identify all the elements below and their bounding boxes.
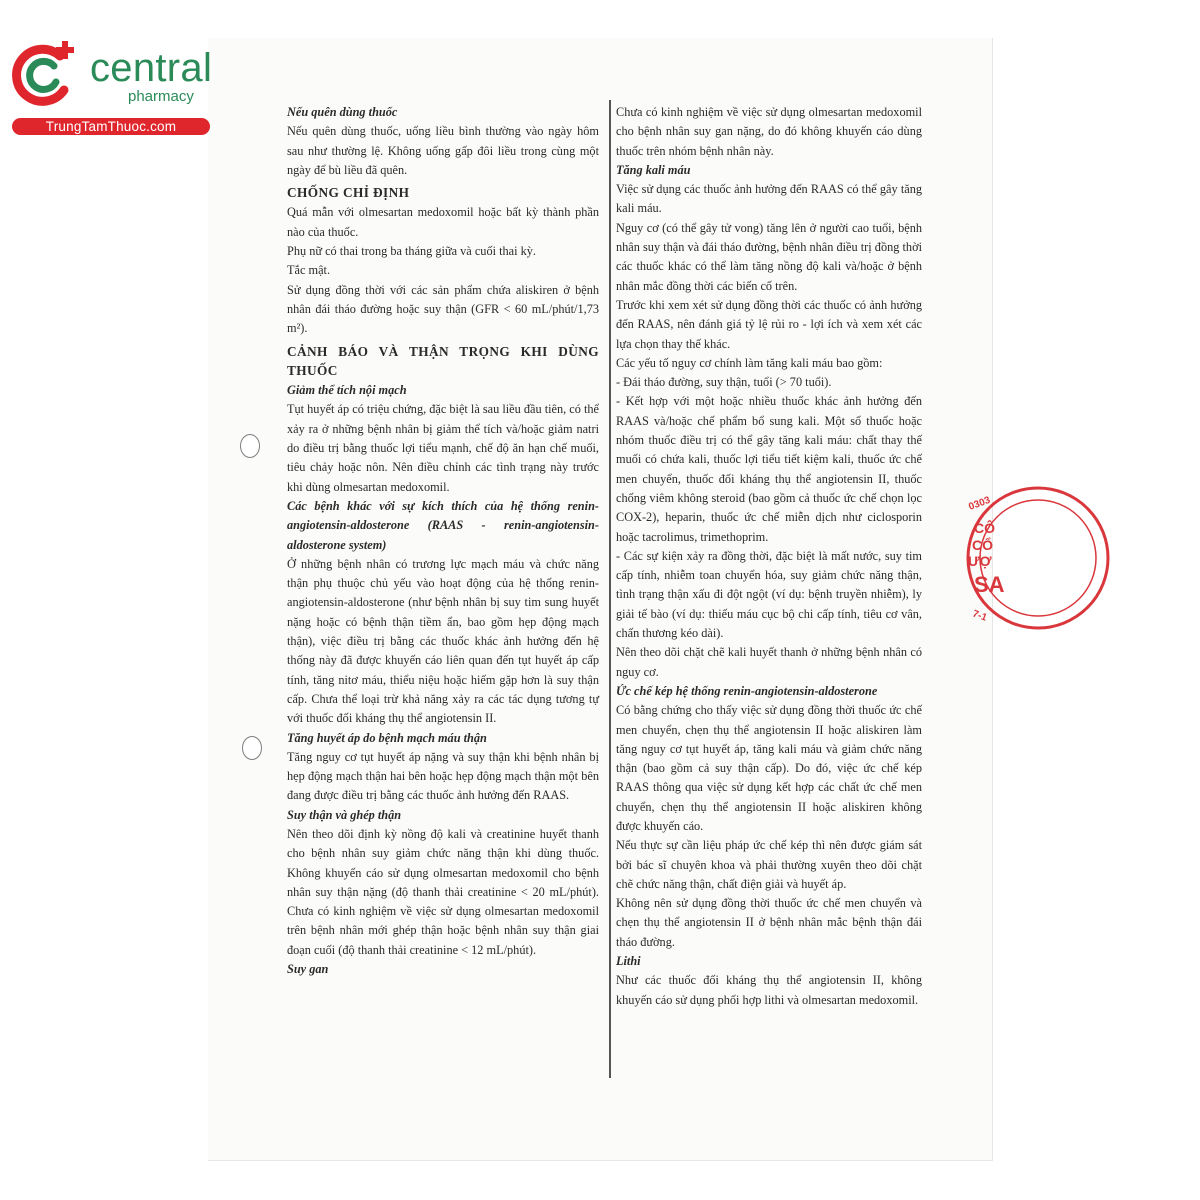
punch-hole-bottom [242, 736, 262, 760]
section-heading: CHỐNG CHỈ ĐỊNH [287, 185, 410, 201]
logo-website[interactable]: TrungTamThuoc.com [12, 118, 210, 135]
paragraph: Ở những bệnh nhân có trương lực mạch máu và chức năng thận phụ thuộc chủ yếu vào hoạt động của hệ thống renin-angiotensin-aldosterone (như bệnh nhân bị suy tim sung huyết nặng hoặc có bệnh thận tiềm ẩn, bao gồm hẹp động mạch thận), việc điều trị bằng các thuốc khác ảnh hưởng đến hệ thống này đã được khuyến cáo liên quan đến tụt huyết áp cấp tính, tăng nitơ máu, thiểu niệu hoặc hiếm gặp hơn là suy thận cấp. Chưa thể loại trừ khả năng xảy ra các tác dụng tương tự với thuốc đối kháng thụ thể angiotensin II. [287, 556, 599, 726]
pharmacy-logo-icon [10, 38, 82, 108]
paragraph: Nên theo dõi định kỳ nồng độ kali và creatinine huyết thanh cho bệnh nhân suy giảm chức năng thận khi dùng thuốc. Không khuyến cáo sử dụng olmesartan medoxomil cho bệnh nhân suy thận nặng (độ thanh thải creatinine < 20 mL/phút). Chưa có kinh nghiệm về việc sử dụng olmesartan medoxomil trên bệnh nhân mới ghép thận hoặc bệnh nhân suy thận giai đoạn cuối (độ thanh thải creatinine < 12 mL/phút). [287, 826, 599, 957]
paragraph: Các yếu tố nguy cơ chính làm tăng kali máu bao gồm: [616, 355, 883, 370]
paragraph: Phụ nữ có thai trong ba tháng giữa và cuối thai kỳ. [287, 244, 536, 259]
punch-hole-top [240, 434, 260, 458]
paragraph: Như các thuốc đối kháng thụ thể angiotensin II, không khuyến cáo sử dụng phối hợp lithi và olmesartan medoxomil. [616, 973, 922, 1007]
left-column [287, 103, 599, 979]
subsection-heading: Giảm thể tích nội mạch [287, 383, 407, 398]
company-stamp [960, 488, 1005, 628]
paragraph: Tụt huyết áp có triệu chứng, đặc biệt là sau liều đầu tiên, có thể xảy ra ở những bệnh nhân bị giảm thể tích và/hoặc giảm natri do điều trị bằng thuốc lợi tiểu mạnh, chế độ ăn hạn chế muối, tiêu chảy hoặc nôn. Nên điều chỉnh các tình trạng này trước khi dùng olmesartan medoxomil. [287, 402, 599, 494]
paragraph: Có bằng chứng cho thấy việc sử dụng đồng thời thuốc ức chế men chuyển, chẹn thụ thể angiotensin II hoặc aliskiren làm tăng nguy cơ tụt huyết áp, tăng kali máu và giảm chức năng thận (bao gồm cả suy thận cấp). Do đó, việc ức chế kép RAAS thông qua việc sử dụng kết hợp các chất ức chế men chuyển, chẹn thụ thể angiotensin II hoặc aliskiren không được khuyến cáo. [616, 703, 922, 833]
paragraph: Tăng nguy cơ tụt huyết áp nặng và suy thận khi bệnh nhân bị hẹp động mạch thận hai bên hoặc hẹp động mạch thận một bên đang được điều trị bằng các thuốc ảnh hưởng đến RAAS. [287, 749, 599, 803]
paragraph: Nếu quên dùng thuốc, uống liều bình thường vào ngày hôm sau như thường lệ. Không uống gấp đôi liều trong cùng một ngày để bù liều đã quên. [287, 124, 599, 177]
stamp-text-1: 0303 [967, 494, 992, 513]
column-divider [609, 100, 611, 1078]
paragraph: - Kết hợp với một hoặc nhiều thuốc khác ảnh hưởng đến RAAS và/hoặc chế phẩm bổ sung kali. Một số thuốc hoặc nhóm thuốc điều trị có thể gây tăng kali máu: chất thay thế muối có chứa kali, thuốc lợi tiểu tiết kiệm kali, thuốc ức chế men chuyển, thuốc đối kháng thụ thể angiotensin II, thuốc chống viêm không steroid (bao gồm cả thuốc ức chế chọn lọc COX-2), heparin, thuốc ức chế miễn dịch như ciclosporin hoặc tacrolimus, trimethoprim. [616, 394, 922, 544]
paragraph: Tắc mật. [287, 263, 331, 278]
paragraph: Không nên sử dụng đồng thời thuốc ức chế men chuyển và chẹn thụ thể angiotensin II ở bệnh nhân mắc bệnh thận đái tháo đường. [616, 896, 922, 949]
stamp-text-5: SA [974, 572, 1005, 597]
subsection-heading: Các bệnh khác với sự kích thích của hệ thống renin-angiotensin-aldosterone (RAAS - renin-angiotensin-aldosterone system) [287, 498, 599, 552]
subsection-heading: Tăng kali máu [616, 162, 691, 177]
right-column [616, 103, 922, 1010]
stamp-seal-icon [960, 488, 1005, 628]
paragraph: - Các sự kiện xảy ra đồng thời, đặc biệt là mất nước, suy tim cấp tính, nhiễm toan chuyển hóa, suy giảm chức năng thận, tình trạng thận xấu đi đột ngột (ví dụ: bệnh truyền nhiễm), ly giải tế bào (ví dụ: thiếu máu cục bộ chi cấp tính, tiêu cơ vân, chấn thương kéo dài). [616, 548, 922, 641]
subsection-heading: Suy thận và ghép thận [287, 807, 402, 822]
paragraph: - Đái tháo đường, suy thận, tuổi (> 70 tuổi). [616, 375, 832, 390]
subsection-heading: Ức chế kép hệ thống renin-angiotensin-aldosterone [616, 683, 878, 698]
stamp-text-6: 7-1 [970, 608, 989, 624]
paragraph: Nên theo dõi chặt chẽ kali huyết thanh ở những bệnh nhân có nguy cơ. [616, 645, 922, 679]
paragraph: Việc sử dụng các thuốc ảnh hưởng đến RAAS có thể gây tăng kali máu. [616, 182, 922, 216]
subsection-heading: Lithi [616, 954, 641, 969]
stamp-text-3: CỔ [972, 537, 993, 553]
subsection-heading: Suy gan [287, 962, 329, 977]
paragraph: Quá mẫn với olmesartan medoxomil hoặc bất kỳ thành phần nào của thuốc. [287, 205, 599, 239]
logo-subtitle: pharmacy [128, 88, 194, 105]
central-pharmacy-logo[interactable] [10, 38, 215, 138]
paragraph: Nếu thực sự cần liệu pháp ức chế kép thì nên được giám sát bởi bác sĩ chuyên khoa và phải thường xuyên theo dõi chặt chẽ chức năng thận, chất điện giải và huyết áp. [616, 838, 922, 891]
subsection-heading: Tăng huyết áp do bệnh mạch máu thận [287, 730, 487, 745]
paragraph: Trước khi xem xét sử dụng đồng thời các thuốc có ảnh hưởng đến RAAS, nên đánh giá tỷ lệ rủi ro - lợi ích và xem xét các lựa chọn thay thế khác. [616, 297, 922, 351]
paragraph: Chưa có kinh nghiệm về việc sử dụng olmesartan medoxomil cho bệnh nhân suy gan nặng, do đó không khuyến cáo dùng thuốc trên nhóm bệnh nhân này. [616, 105, 922, 158]
paragraph: Nguy cơ (có thể gây tử vong) tăng lên ở người cao tuổi, bệnh nhân suy thận và đái tháo đường, bệnh nhân điều trị đồng thời các thuốc khác có thể làm tăng nồng độ kali và/hoặc ở bệnh nhân mắc đồng thời các biến cố trên. [616, 220, 922, 293]
paragraph: Sử dụng đồng thời với các sản phẩm chứa aliskiren ở bệnh nhân đái tháo đường hoặc suy thận (GFR < 60 mL/phút/1,73 m²). [287, 282, 599, 336]
section-heading: CẢNH BÁO VÀ THẬN TRỌNG KHI DÙNG THUỐC [287, 343, 599, 378]
logo-brand-name: central [90, 46, 213, 90]
stamp-text-2: CÔ [974, 520, 995, 536]
stamp-text-4: ƯỢ [968, 553, 992, 569]
subsection-heading: Nếu quên dùng thuốc [287, 105, 398, 119]
